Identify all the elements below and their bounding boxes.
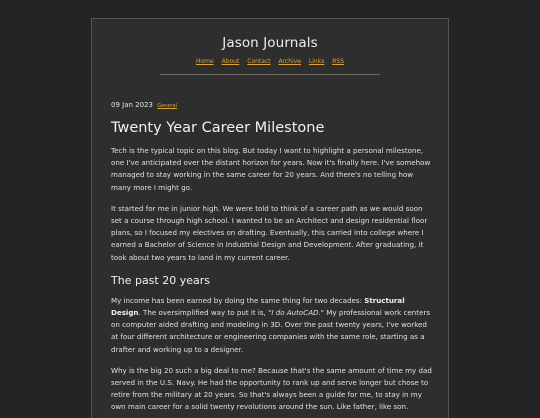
- post-meta: [111, 101, 432, 109]
- nav-link-archive[interactable]: Archive: [278, 58, 301, 65]
- post-title: Twenty Year Career Milestone: [111, 120, 325, 136]
- p3-text-b: . The oversimplified way to put it is,: [138, 308, 269, 318]
- nav-link-contact[interactable]: Contact: [247, 58, 271, 65]
- header-divider: [160, 74, 380, 75]
- main-nav: [92, 58, 448, 65]
- post-paragraph-4: Why is the big 20 such a big deal to me? Because that's the same amount of time my dad served in the U.S. Navy. He had the opportunity to rank up and serve longer but chose to retire from the military at 20 years. So that's always been a guide for me, to stay in my own main career for a solid twenty revolutions around the sun. Like father, like son.: [111, 365, 432, 412]
- post-content: [111, 101, 432, 414]
- section-heading: The past 20 years: [111, 273, 210, 287]
- nav-link-rss[interactable]: RSS: [332, 58, 345, 65]
- site-title: Jason Journals: [222, 35, 318, 51]
- p3-emphasis: "I do AutoCAD.": [268, 308, 325, 318]
- p3-text-c: My professional work centers on computer aided drafting and modeling in 3D. Over the past twenty years, I've worked at four different architecture or engineering companies with the same role, starting as a drafter and working up to a designer.: [111, 308, 431, 354]
- page-container: [91, 18, 449, 418]
- nav-link-about[interactable]: About: [221, 58, 240, 65]
- post-paragraph-1: Tech is the typical topic on this blog. But today I want to highlight a personal milestone, one I've anticipated over the distant horizon for years. Now it's finally here. I've somehow managed to stay working in the same career for 20 years. And there's no telling how many more I might go.: [111, 146, 431, 192]
- post-paragraph-2: It started for me in junior high. We were told to think of a career path as we would soon set a course through high school. I wanted to be an Architect and design residential floor plans, so I focused my electives on drafting. Eventually, this carried into college where I earned a Bachelor of Science in Industrial Design and Development. After graduating, it took about two years to land in my current career.: [111, 203, 428, 262]
- post-date: 09 Jan 2023: [111, 101, 153, 109]
- post-category-link[interactable]: General: [157, 103, 177, 109]
- p3-text-a: My income has been earned by doing the same thing for two decades:: [111, 295, 365, 305]
- p3-strong: Structural Design: [111, 295, 405, 318]
- post-paragraph-3: [111, 295, 432, 356]
- nav-link-home[interactable]: Home: [195, 58, 214, 65]
- nav-link-links[interactable]: Links: [308, 58, 325, 65]
